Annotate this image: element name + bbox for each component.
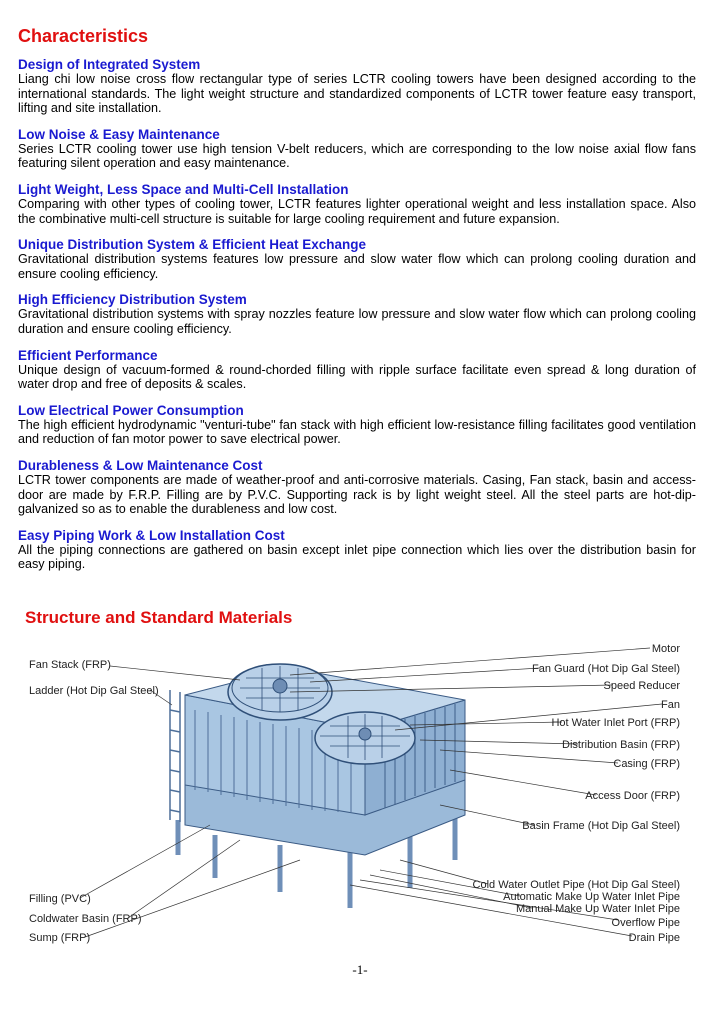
label-filling: Filling (PVC) bbox=[29, 893, 91, 905]
section-heading: Unique Distribution System & Efficient Heat Exchange bbox=[18, 237, 367, 253]
section-light-weight bbox=[18, 182, 696, 226]
section-low-power bbox=[18, 403, 696, 447]
label-hot-water-inlet: Hot Water Inlet Port (FRP) bbox=[551, 717, 680, 729]
section-body: Gravitational distribution systems features low pressure and slow water flow which can prolong cooling duration and ensure cooling efficiency. bbox=[18, 252, 696, 281]
section-body: Gravitational distribution systems with spray nozzles feature low pressure and slow water flow which can prolong cooling duration and ensure cooling efficiency. bbox=[18, 307, 696, 336]
page-number: -1- bbox=[352, 962, 368, 977]
section-heading: Design of Integrated System bbox=[18, 57, 201, 72]
motor-icon bbox=[273, 679, 287, 693]
cooling-tower-diagram bbox=[0, 630, 720, 955]
label-overflow-pipe: Overflow Pipe bbox=[611, 917, 680, 929]
section-easy-piping bbox=[18, 528, 696, 572]
tower-illustration bbox=[170, 664, 465, 908]
section-body: Comparing with other types of cooling tower, LCTR features lighter operational weight and less installation space. Also the combinative multi-cell structure is suitable for large cooling requirement and future expansion. bbox=[18, 196, 696, 226]
section-heading: Easy Piping Work & Low Installation Cost bbox=[18, 527, 285, 543]
section-heading: Light Weight, Less Space and Multi-Cell Installation bbox=[18, 181, 349, 197]
characteristics-list bbox=[18, 57, 696, 583]
label-casing: Casing (FRP) bbox=[613, 758, 680, 770]
label-manual-makeup: Manual Make Up Water Inlet Pipe bbox=[515, 903, 680, 915]
label-fan: Fan bbox=[661, 699, 680, 711]
label-distribution-basin: Distribution Basin (FRP) bbox=[562, 739, 680, 751]
section-efficient-performance bbox=[18, 348, 696, 392]
label-ladder: Ladder (Hot Dip Gal Steel) bbox=[29, 685, 159, 697]
structure-title: Structure and Standard Materials bbox=[25, 608, 293, 627]
label-fan-stack: Fan Stack (FRP) bbox=[29, 659, 111, 671]
label-speed-reducer: Speed Reducer bbox=[603, 680, 680, 692]
section-body: The high efficient hydrodynamic "venturi-tube" fan stack with high efficient low-resistance filling facilitates good ventilation and reduction of fan motor power to save electrical power. bbox=[18, 417, 696, 447]
section-heading: Low Electrical Power Consumption bbox=[18, 402, 244, 418]
section-body: Series LCTR cooling tower use high tension V-belt reducers, which are corresponding to the low noise axial flow fans featuring silent operation and easy maintenance. bbox=[18, 141, 696, 171]
section-body: LCTR tower components are made of weather-proof and anti-corrosive materials. Casing, Fan stack, basin and access-door are made by F.R.P. Filling are by P.V.C. Supporting rack is by light weight steel. All the steel parts are hot-dip-galvanized so as to enable the durableness and low cost. bbox=[18, 472, 696, 517]
section-body: Liang chi low noise cross flow rectangular type of series LCTR cooling towers have been designed according to the international standards. The light weight structure and standardized components of LCTR tower feature easy transport, lifting and site installation. bbox=[18, 72, 696, 116]
section-heading: High Efficiency Distribution System bbox=[18, 292, 247, 308]
section-heading: Efficient Performance bbox=[18, 347, 158, 363]
label-basin-frame: Basin Frame (Hot Dip Gal Steel) bbox=[522, 820, 680, 832]
section-body: All the piping connections are gathered on basin except inlet pipe connection which lies over the distribution basin for easy piping. bbox=[18, 542, 696, 572]
section-durableness bbox=[18, 458, 696, 517]
section-high-efficiency-distribution bbox=[18, 292, 696, 336]
label-motor: Motor bbox=[651, 643, 680, 655]
label-fan-guard: Fan Guard (Hot Dip Gal Steel) bbox=[532, 663, 680, 675]
label-cold-water-outlet: Cold Water Outlet Pipe (Hot Dip Gal Steel) bbox=[472, 879, 680, 891]
section-body: Unique design of vacuum-formed & round-chorded filling with ripple surface facilitate even spread & long duration of water drop and free of deposits & scales. bbox=[18, 362, 696, 392]
label-coldwater-basin: Coldwater Basin (FRP) bbox=[29, 913, 142, 925]
section-low-noise bbox=[18, 127, 696, 171]
label-sump: Sump (FRP) bbox=[29, 932, 91, 944]
section-distribution-heat-exchange bbox=[18, 237, 696, 281]
label-access-door: Access Door (FRP) bbox=[585, 790, 680, 802]
section-integrated-system bbox=[18, 57, 696, 116]
section-heading: Low Noise & Easy Maintenance bbox=[18, 126, 220, 142]
page-title: Characteristics bbox=[18, 26, 149, 46]
label-drain-pipe: Drain Pipe bbox=[628, 932, 680, 944]
section-heading: Durableness & Low Maintenance Cost bbox=[18, 457, 263, 473]
label-auto-makeup: Automatic Make Up Water Inlet Pipe bbox=[503, 891, 680, 903]
